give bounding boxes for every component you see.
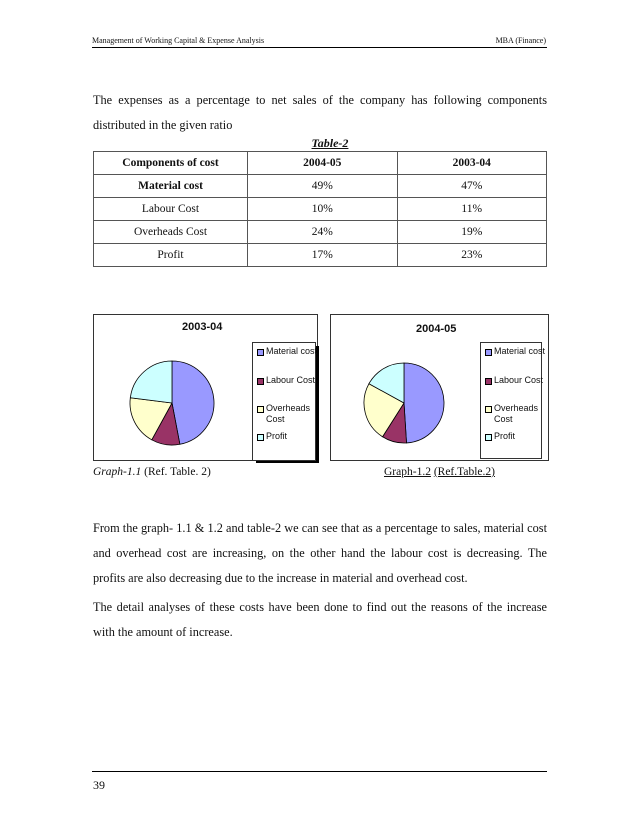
graph-caption-2 (384, 466, 495, 478)
pie-chart-2004-05 (354, 353, 454, 453)
chart-2004-05 (330, 314, 549, 461)
legend-swatch (485, 378, 492, 385)
table-row (94, 244, 547, 267)
graph-caption-1-label: Graph-1.1 (93, 466, 142, 478)
legend-item (257, 403, 319, 425)
table-cell: Overheads Cost (94, 221, 248, 244)
legend-label: Overheads Cost (494, 403, 539, 424)
page-header-left: Management of Working Capital & Expense Analysis (92, 36, 265, 45)
cost-table (93, 151, 547, 267)
table-row (94, 198, 547, 221)
legend-item (257, 375, 319, 386)
chart-legend (480, 342, 546, 459)
legend-swatch (485, 349, 492, 356)
chart-title: 2004-05 (416, 323, 457, 335)
chart-legend (252, 342, 316, 461)
legend-label: Profit (494, 431, 516, 441)
legend-swatch (485, 406, 492, 413)
pie-slice-material-cost (172, 361, 214, 444)
graph-caption-2-ref: (Ref.Table.2) (433, 466, 495, 478)
legend-swatch (257, 434, 264, 441)
table-cell: 17% (248, 244, 397, 267)
legend-swatch (257, 406, 264, 413)
legend-item (485, 431, 547, 442)
legend-swatch (257, 349, 264, 356)
chart-title: 2003-04 (182, 321, 223, 333)
table-cell: 47% (397, 175, 547, 198)
footer-rule (92, 771, 547, 772)
legend-swatch (257, 378, 264, 385)
table-cell: 11% (397, 198, 547, 221)
legend-item (257, 346, 319, 357)
detail-paragraph: The detail analyses of these costs have been done to find out the reasons of the increase with the amount of increase. (93, 600, 547, 639)
analysis-paragraph: From the graph- 1.1 & 1.2 and table-2 we can see that as a percentage to sales, material cost and overhead cost are increasing, on the other hand the labour cost is decreasing. The profits are also decreasing due to the increase in material and overhead cost. (93, 521, 547, 585)
table-cell: 24% (248, 221, 397, 244)
legend-item (485, 375, 547, 386)
legend-label: Profit (266, 431, 288, 441)
pie-slice-profit (130, 361, 172, 403)
graph-caption-1 (93, 466, 211, 478)
table-cell: 10% (248, 198, 397, 221)
page-number: 39 (93, 778, 105, 792)
table-cell: 49% (248, 175, 397, 198)
legend-item (485, 346, 547, 357)
col-header: 2004-05 (248, 152, 397, 175)
intro-paragraph: The expenses as a percentage to net sales of the company has following components distributed in the given ratio (93, 93, 547, 132)
legend-swatch (485, 434, 492, 441)
legend-label: Labour Cost (494, 375, 544, 385)
legend-item (257, 431, 319, 442)
table-caption: Table-2 (311, 136, 349, 150)
table-row (94, 175, 547, 198)
pie-slice-material-cost (404, 363, 444, 443)
table-cell: Profit (94, 244, 248, 267)
table-cell: 19% (397, 221, 547, 244)
table-cell: Labour Cost (94, 198, 248, 221)
legend-label: Material cost (266, 346, 318, 356)
legend-label: Material cost (494, 346, 546, 356)
page-header-right: MBA (Finance) (495, 36, 546, 45)
legend-label: Labour Cost (266, 375, 316, 385)
col-header: Components of cost (94, 152, 248, 175)
col-header: 2003-04 (397, 152, 547, 175)
pie-chart-2003-04 (122, 353, 222, 453)
table-cell: Material cost (94, 175, 248, 198)
table-header-row (94, 152, 547, 175)
chart-2003-04 (93, 314, 318, 461)
table-row (94, 221, 547, 244)
legend-item (485, 403, 547, 425)
graph-caption-1-ref: (Ref. Table. 2) (141, 466, 211, 478)
legend-label: Overheads Cost (266, 403, 311, 424)
table-cell: 23% (397, 244, 547, 267)
header-rule (92, 47, 547, 48)
graph-caption-2-label: Graph-1.2 (384, 466, 431, 478)
